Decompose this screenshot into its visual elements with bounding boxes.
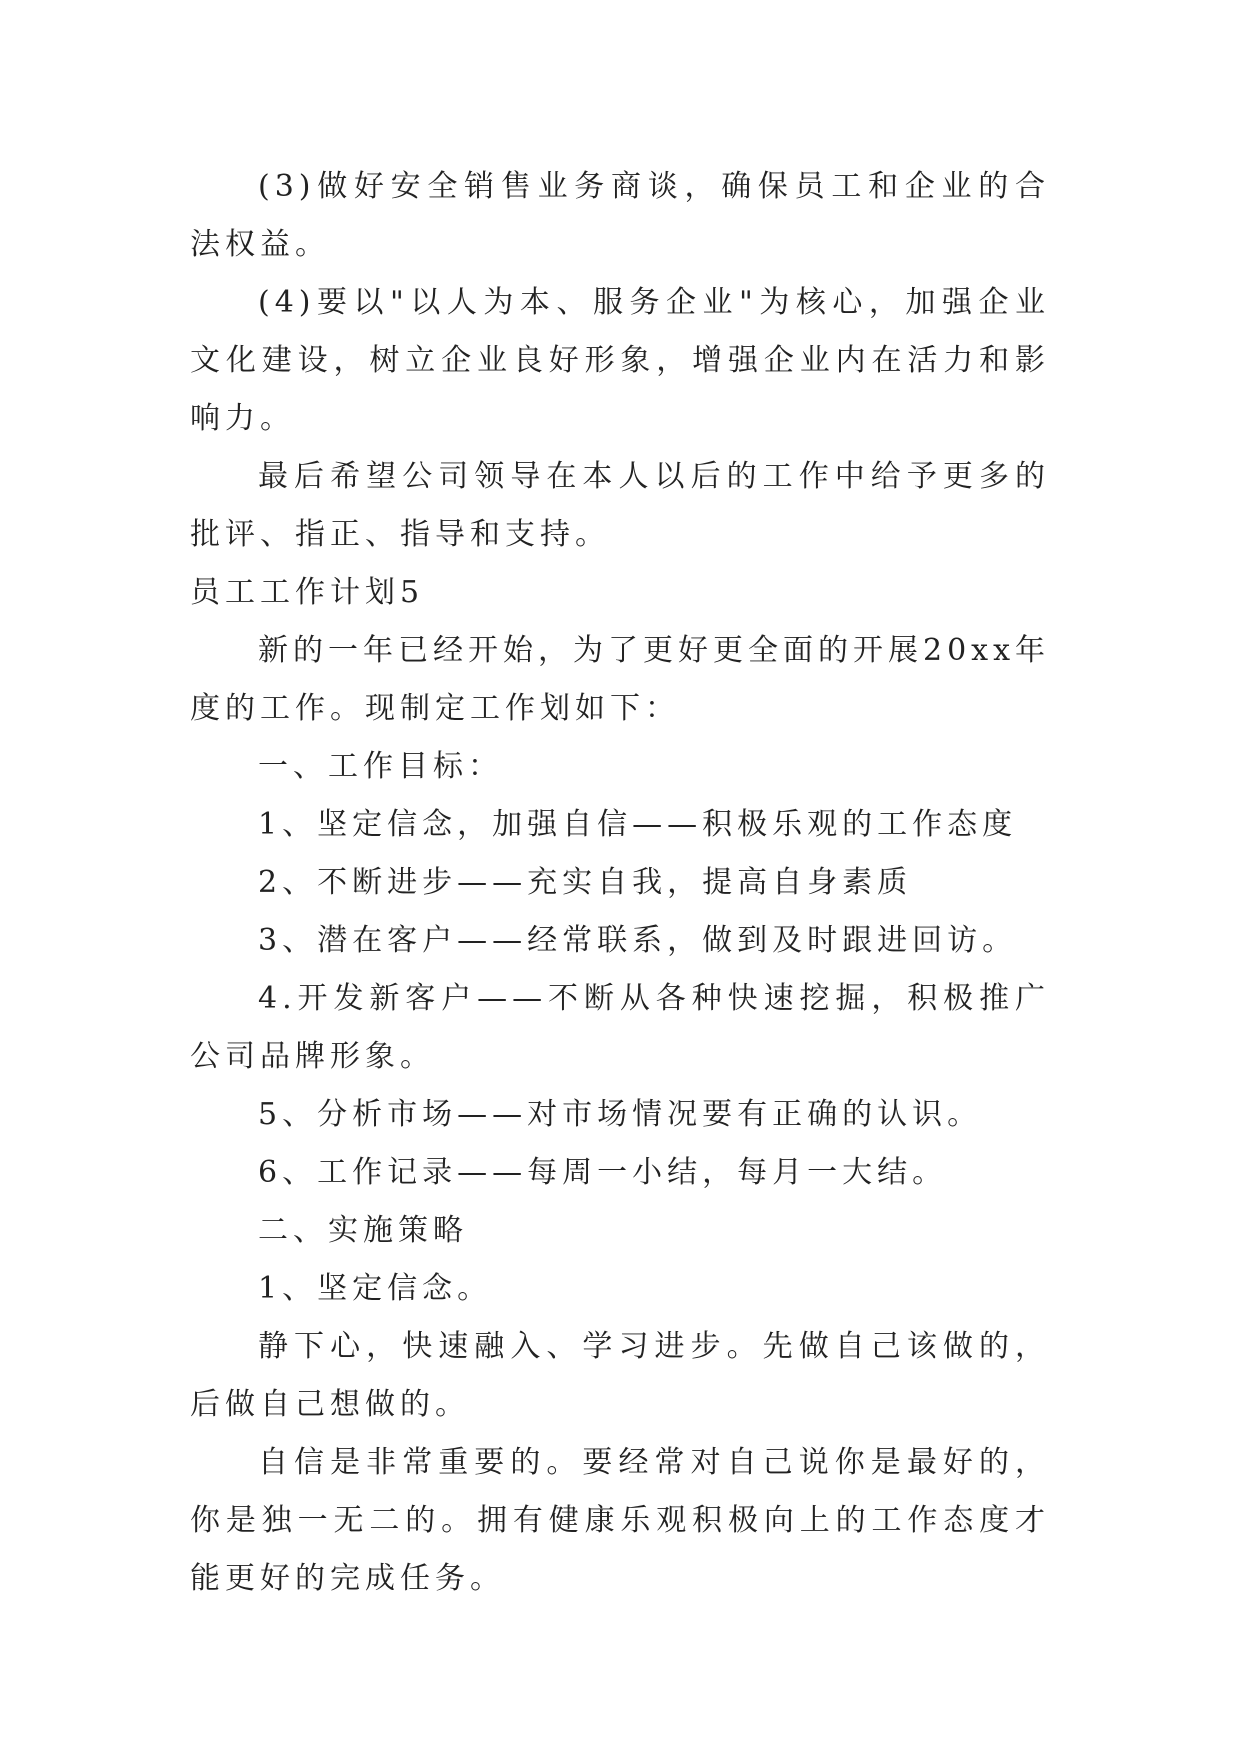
goal-item-6: 6、工作记录——每周一小结，每月一大结。 bbox=[258, 1155, 948, 1190]
paragraph-calm: 静下心，快速融入、学习进步。先做自己该做的，后做自己想做的。 bbox=[190, 1329, 1050, 1422]
goal-item-3: 3、潜在客户——经常联系，做到及时跟进回访。 bbox=[258, 923, 1018, 958]
paragraph-safe-sales: (3)做好安全销售业务商谈，确保员工和企业的合法权益。 bbox=[190, 169, 1050, 262]
paragraph-closing: 最后希望公司领导在本人以后的工作中给予更多的批评、指正、指导和支持。 bbox=[190, 459, 1050, 552]
goal-item-5: 5、分析市场——对市场情况要有正确的认识。 bbox=[258, 1097, 983, 1132]
strategy-item-1: 1、坚定信念。 bbox=[258, 1271, 493, 1306]
paragraph-intro: 新的一年已经开始，为了更好更全面的开展20xx年度的工作。现制定工作划如下： bbox=[190, 633, 1051, 726]
subheading-strategy: 二、实施策略 bbox=[258, 1213, 468, 1248]
goal-item-4: 4.开发新客户——不断从各种快速挖掘，积极推广公司品牌形象。 bbox=[190, 981, 1050, 1074]
goal-item-1: 1、坚定信念，加强自信——积极乐观的工作态度 bbox=[258, 807, 1018, 842]
goal-item-2: 2、不断进步——充实自我，提高自身素质 bbox=[258, 865, 913, 900]
section-heading: 员工工作计划5 bbox=[190, 575, 425, 610]
paragraph-culture: (4)要以"以人为本、服务企业"为核心，加强企业文化建设，树立企业良好形象，增强企业内在活力和影响力。 bbox=[190, 285, 1050, 436]
subheading-goals: 一、工作目标： bbox=[258, 749, 503, 784]
paragraph-confidence: 自信是非常重要的。要经常对自己说你是最好的，你是独一无二的。拥有健康乐观积极向上的工作态度才能更好的完成任务。 bbox=[190, 1445, 1050, 1596]
document-body bbox=[190, 158, 1050, 1608]
